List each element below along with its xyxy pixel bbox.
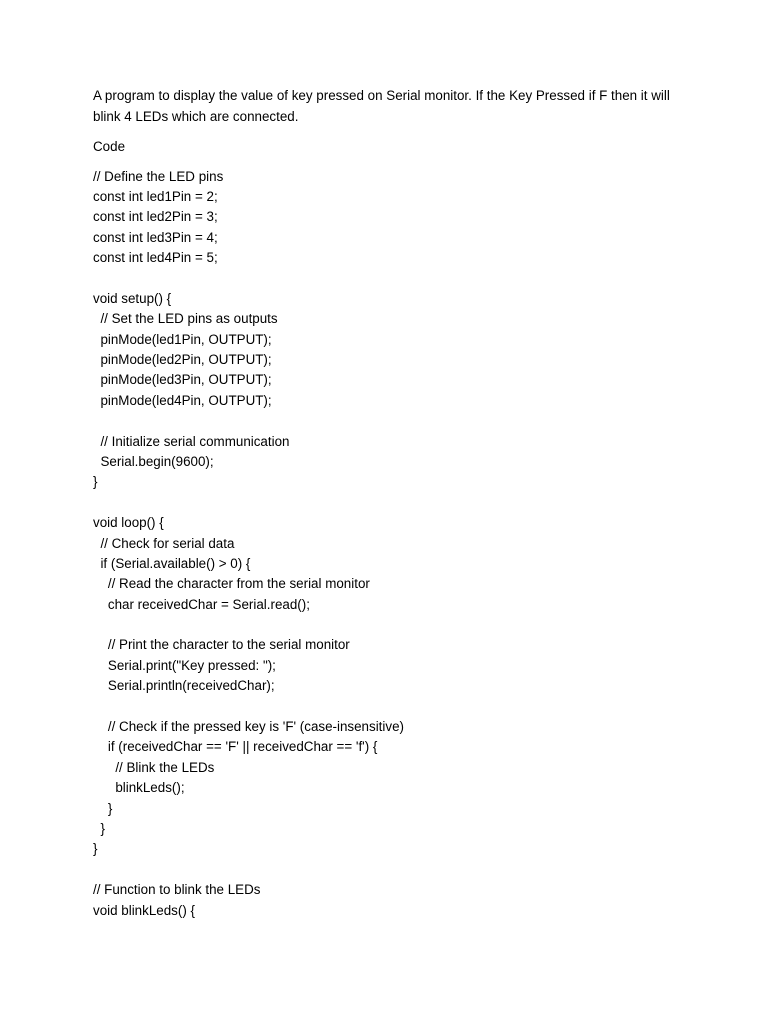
code-line: const int led2Pin = 3; — [93, 209, 218, 225]
code-line — [93, 860, 683, 880]
code-line: pinMode(led2Pin, OUTPUT); — [93, 352, 272, 368]
code-line: // Read the character from the serial monitor — [93, 576, 370, 592]
document-body — [93, 86, 683, 921]
code-line: void setup() { — [93, 290, 172, 306]
code-line: Serial.begin(9600); — [93, 453, 214, 469]
code-line: Serial.print("Key pressed: "); — [93, 657, 276, 673]
code-line: const int led3Pin = 4; — [93, 229, 218, 245]
code-line: } — [93, 821, 105, 836]
code-line: // Initialize serial communication — [93, 433, 290, 449]
code-line: // Print the character to the serial monitor — [93, 637, 350, 653]
code-line: char receivedChar = Serial.read(); — [93, 596, 310, 612]
code-line: if (Serial.available() > 0) { — [93, 555, 251, 571]
code-line: pinMode(led4Pin, OUTPUT); — [93, 392, 272, 408]
code-line: // Function to blink the LEDs — [93, 882, 261, 898]
code-line: blinkLeds(); — [93, 780, 185, 796]
code-line: // Set the LED pins as outputs — [93, 311, 278, 327]
code-line: pinMode(led1Pin, OUTPUT); — [93, 331, 272, 347]
code-line: } — [93, 800, 113, 816]
code-line: if (receivedChar == 'F' || receivedChar == 'f') { — [93, 739, 378, 755]
code-line: // Check if the pressed key is 'F' (case-insensitive) — [93, 719, 404, 735]
code-line: pinMode(led3Pin, OUTPUT); — [93, 372, 272, 388]
code-line: const int led4Pin = 5; — [93, 250, 218, 266]
code-line — [93, 697, 683, 717]
code-line: // Check for serial data — [93, 535, 235, 551]
code-block — [93, 167, 683, 921]
code-line: // Define the LED pins — [93, 168, 224, 184]
code-heading: Code — [93, 139, 126, 154]
code-line: void blinkLeds() { — [93, 902, 195, 918]
code-line: } — [93, 841, 98, 857]
code-line: // Blink the LEDs — [93, 759, 215, 775]
code-line: const int led1Pin = 2; — [93, 188, 218, 204]
code-line — [93, 493, 683, 513]
code-line — [93, 615, 683, 635]
code-line: void loop() { — [93, 515, 164, 531]
code-line: } — [93, 474, 98, 490]
code-line — [93, 268, 683, 288]
intro-paragraph: A program to display the value of key pressed on Serial monitor. If the Key Pressed if F then it will blink 4 LEDs which are connected. — [93, 88, 670, 124]
code-line: Serial.println(receivedChar); — [93, 678, 275, 694]
code-line — [93, 411, 683, 431]
